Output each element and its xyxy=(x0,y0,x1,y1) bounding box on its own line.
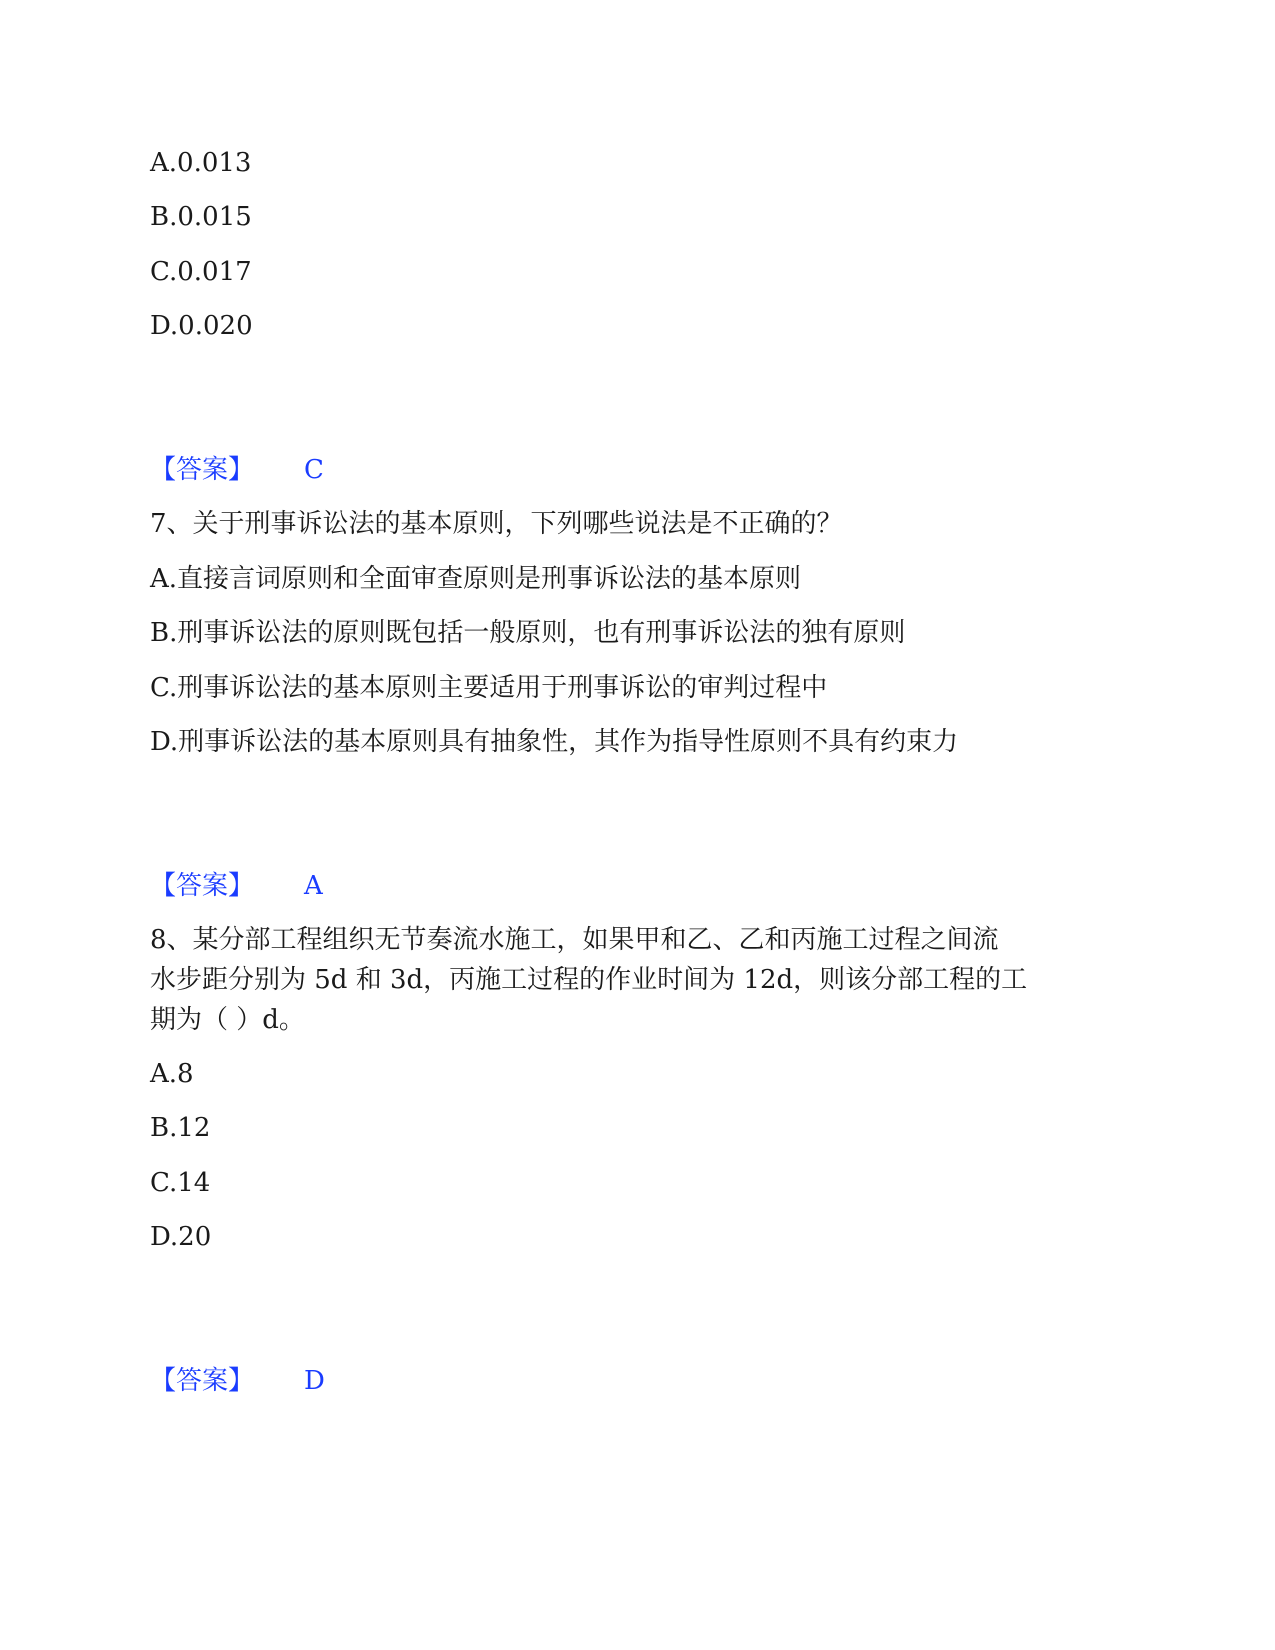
answer-value: C xyxy=(304,455,324,485)
q8-option-a: A.8 xyxy=(150,1059,194,1089)
q6-option-c: C.0.017 xyxy=(150,257,252,287)
q6-option-b: B.0.015 xyxy=(150,202,252,232)
q6-option-d: D.0.020 xyxy=(150,311,253,341)
q6-option-a: A.0.013 xyxy=(150,148,252,178)
q7-option-a: A.直接言词原则和全面审查原则是刑事诉讼法的基本原则 xyxy=(150,564,802,594)
q7-answer xyxy=(150,866,323,906)
answer-tag: 【答案】 xyxy=(150,871,255,901)
q8-question-line-3: 期为（ ）d。 xyxy=(150,1005,305,1035)
q7-option-c: C.刑事诉讼法的基本原则主要适用于刑事诉讼的审判过程中 xyxy=(150,673,828,703)
q8-question-line-1: 8、某分部工程组织无节奏流水施工，如果甲和乙、乙和丙施工过程之间流 xyxy=(150,925,999,955)
q6-answer xyxy=(150,450,324,490)
q7-option-b: B.刑事诉讼法的原则既包括一般原则，也有刑事诉讼法的独有原则 xyxy=(150,618,906,648)
q8-option-d: D.20 xyxy=(150,1222,212,1252)
q8-answer xyxy=(150,1361,325,1401)
q8-question-line-2: 水步距分别为 5d 和 3d，丙施工过程的作业时间为 12d，则该分部工程的工 xyxy=(150,965,1028,995)
answer-value: A xyxy=(304,871,323,901)
q7-question: 7、关于刑事诉讼法的基本原则，下列哪些说法是不正确的？ xyxy=(150,509,843,539)
q8-option-c: C.14 xyxy=(150,1168,211,1198)
q7-option-d: D.刑事诉讼法的基本原则具有抽象性，其作为指导性原则不具有约束力 xyxy=(150,727,959,757)
answer-value: D xyxy=(304,1366,325,1396)
q8-option-b: B.12 xyxy=(150,1113,211,1143)
answer-tag: 【答案】 xyxy=(150,455,255,485)
answer-tag: 【答案】 xyxy=(150,1366,255,1396)
